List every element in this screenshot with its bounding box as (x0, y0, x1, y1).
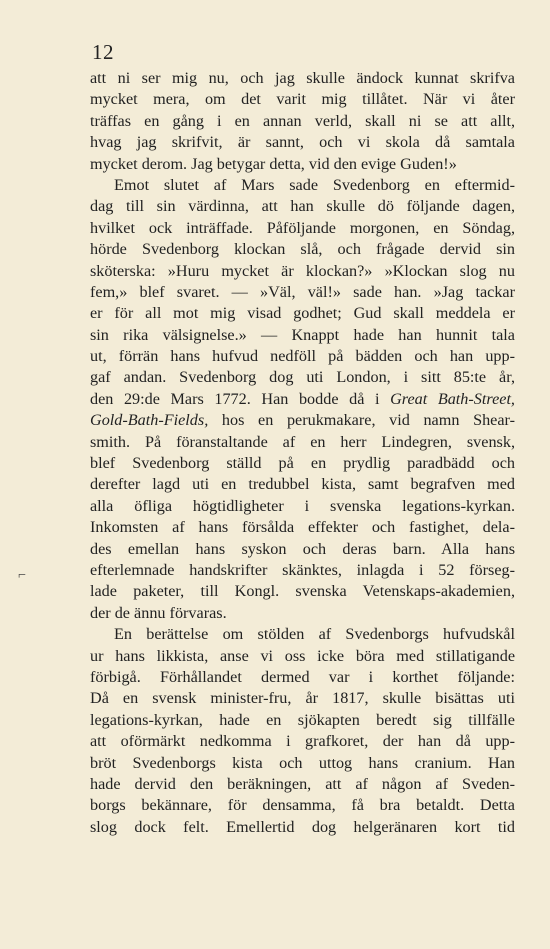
text-line: slog dock felt. Emellertid dog helgeränaren kort tid (90, 817, 515, 836)
text-line: legations-kyrkan, hade en sjökapten beredt sig tillfälle (90, 710, 515, 729)
text-line: gaf andan. Svedenborg dog uti London, i sitt 85:te år, (90, 368, 515, 387)
text-line: bröt Svedenborgs kista och uttog hans cranium. Han (90, 753, 515, 772)
text-line: att oförmärkt nedkomma i grafkoret, der han då upp- (90, 732, 515, 751)
text-line: Då en svensk minister-fru, år 1817, skulle bisättas uti (90, 689, 515, 708)
text-line: ur hans likkista, anse vi oss icke böra med stillatigande (90, 646, 515, 665)
text-line: mycket derom. Jag betygar detta, vid den evige Guden!» (90, 154, 457, 173)
text-line: alla öfliga högtidligheter i svenska legations-kyrkan. (90, 496, 515, 515)
text-line: hade dervid den beräkningen, att af någon af Sveden- (90, 774, 515, 793)
text-line: sin rika välsignelse.» — Knappt hade han hunnit tala (90, 325, 515, 344)
text-line: mycket mera, om det varit mig tillåtet. När vi åter (90, 90, 515, 109)
text-line: Gold-Bath-Fields, hos en perukmakare, vid namn Shear- (90, 411, 515, 430)
text-line: En berättelse om stölden af Svedenborgs hufvudskål (114, 625, 515, 644)
text-line: hvilket ock inträffade. Påföljande morgonen, en Söndag, (90, 218, 515, 237)
margin-mark: ⌐ (18, 568, 26, 583)
text-line: Inkomsten af hans försålda effekter och fastighet, dela- (90, 518, 515, 537)
page-number: 12 (92, 40, 114, 64)
text-line: hvag jag skrifvit, är sannt, och vi skola då samtala (90, 133, 515, 152)
text-line: ut, förrän hans hufvud nedföll på bädden och han upp- (90, 347, 515, 366)
text-line: dag till sin värdinna, att han skulle dö följande dagen, (90, 197, 515, 216)
text-line: träffas en gång i en annan verld, skall ni se att allt, (90, 111, 515, 130)
text-block (90, 68, 515, 838)
text-line: lade paketer, till Kongl. svenska Vetenskaps-akademien, (90, 582, 515, 601)
text-line: hörde Svedenborg klockan slå, och frågade dervid sin (90, 240, 515, 259)
text-line: derefter lagd uti en tredubbel kista, samt begrafven med (90, 475, 515, 494)
text-line: borgs bekännare, för densamma, få bra betaldt. Detta (90, 796, 515, 815)
text-line: efterlemnade handskrifter skänktes, inlagda i 52 förseg- (90, 560, 515, 579)
text-line: sköterska: »Huru mycket är klockan?» »Klockan slog nu (90, 261, 515, 280)
text-line: blef Svedenborg ställd på en prydlig paradbädd och (90, 454, 515, 473)
text-line: fem,» blef svaret. — »Väl, väl!» sade han. »Jag tackar (90, 282, 515, 301)
text-line: der de ännu förvaras. (90, 603, 227, 622)
text-line: Emot slutet af Mars sade Svedenborg en eftermid- (114, 175, 515, 194)
text-line: att ni ser mig nu, och jag skulle ändock kunnat skrifva (90, 69, 515, 87)
text-line: den 29:de Mars 1772. Han bodde då i Great Bath-Street, (90, 389, 515, 408)
text-line: er för all mot mig visad godhet; Gud skall meddela er (90, 304, 515, 323)
text-line: des emellan hans syskon och deras barn. Alla hans (90, 539, 515, 558)
text-line: smith. På föranstaltande af en herr Lindegren, svensk, (90, 432, 515, 451)
text-line: förbigå. Förhållandet dermed var i korthet följande: (90, 667, 515, 686)
